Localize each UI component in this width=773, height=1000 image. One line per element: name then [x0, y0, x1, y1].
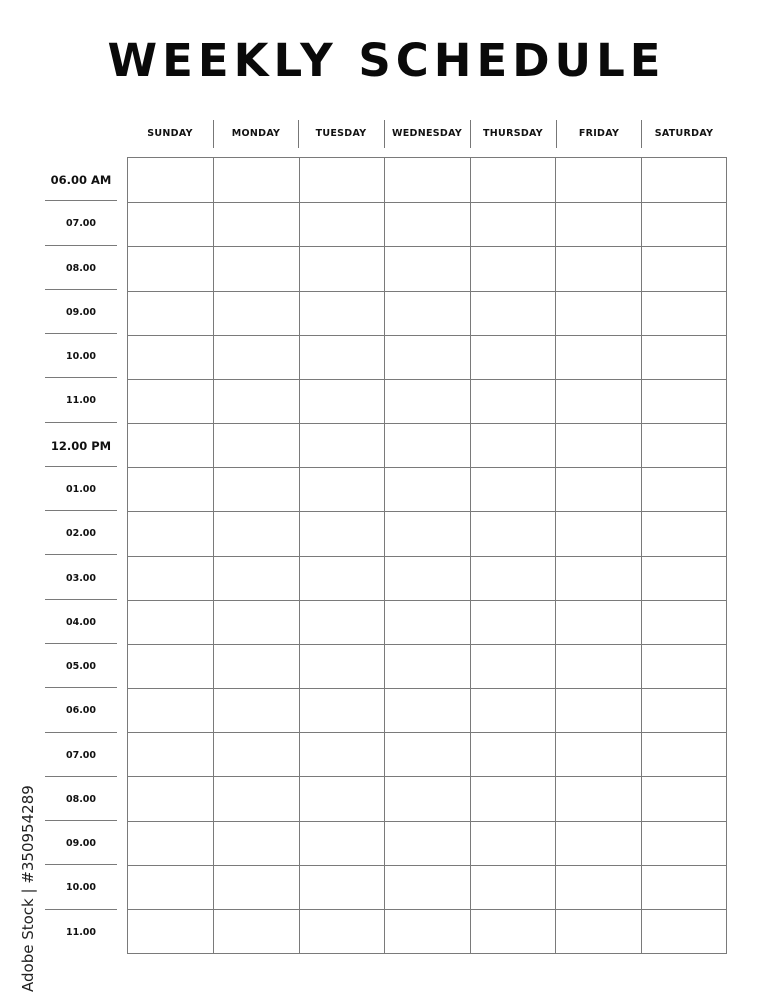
schedule-cell[interactable]	[470, 246, 555, 290]
day-header-sunday: SUNDAY	[147, 128, 193, 139]
schedule-cell[interactable]	[384, 732, 469, 776]
schedule-cell[interactable]	[299, 379, 384, 423]
schedule-cell[interactable]	[384, 467, 469, 511]
schedule-cell[interactable]	[384, 776, 469, 820]
schedule-cell[interactable]	[641, 511, 726, 555]
time-label: 04.00	[65, 616, 97, 628]
schedule-cell[interactable]	[555, 732, 640, 776]
schedule-cell[interactable]	[128, 202, 213, 246]
schedule-cell[interactable]	[213, 644, 298, 688]
schedule-cell[interactable]	[384, 291, 469, 335]
time-label: 11.00	[65, 926, 97, 938]
schedule-cell[interactable]	[555, 379, 640, 423]
schedule-cell[interactable]	[641, 688, 726, 732]
schedule-cell[interactable]	[128, 600, 213, 644]
schedule-cell[interactable]	[213, 821, 298, 865]
schedule-cell[interactable]	[470, 158, 555, 202]
schedule-cell[interactable]	[641, 379, 726, 423]
schedule-cell[interactable]	[641, 467, 726, 511]
schedule-cell[interactable]	[128, 776, 213, 820]
schedule-cell[interactable]	[128, 865, 213, 909]
day-header-tuesday: TUESDAY	[315, 128, 367, 139]
schedule-cell[interactable]	[470, 821, 555, 865]
time-row	[45, 600, 117, 644]
schedule-cell[interactable]	[384, 600, 469, 644]
schedule-cell[interactable]	[555, 644, 640, 688]
time-row	[45, 910, 117, 954]
schedule-cell[interactable]	[384, 158, 469, 202]
schedule-cell[interactable]	[299, 291, 384, 335]
schedule-cell[interactable]	[213, 909, 298, 953]
schedule-cell[interactable]	[299, 335, 384, 379]
schedule-cell[interactable]	[384, 865, 469, 909]
schedule-cell[interactable]	[384, 909, 469, 953]
time-row	[45, 467, 117, 511]
schedule-cell[interactable]	[641, 423, 726, 467]
schedule-cell[interactable]	[384, 246, 469, 290]
time-row	[45, 201, 117, 245]
schedule-cell[interactable]	[555, 423, 640, 467]
schedule-cell[interactable]	[213, 246, 298, 290]
schedule-cell[interactable]	[384, 335, 469, 379]
schedule-cell[interactable]	[641, 335, 726, 379]
schedule-cell[interactable]	[128, 423, 213, 467]
schedule-cell[interactable]	[128, 821, 213, 865]
schedule-cell[interactable]	[128, 291, 213, 335]
schedule-cell[interactable]	[555, 909, 640, 953]
schedule-cell[interactable]	[641, 732, 726, 776]
time-row	[45, 423, 117, 467]
schedule-cell[interactable]	[384, 379, 469, 423]
schedule-cell[interactable]	[641, 776, 726, 820]
page-title: WEEKLY SCHEDULE	[107, 34, 666, 87]
schedule-cell[interactable]	[213, 379, 298, 423]
schedule-cell[interactable]	[641, 865, 726, 909]
schedule-cell[interactable]	[128, 335, 213, 379]
schedule-cell[interactable]	[299, 644, 384, 688]
time-row	[45, 290, 117, 334]
schedule-cell[interactable]	[384, 511, 469, 555]
schedule-cell[interactable]	[641, 644, 726, 688]
schedule-cell[interactable]	[128, 467, 213, 511]
day-header-row	[127, 120, 727, 148]
schedule-cell[interactable]	[384, 423, 469, 467]
time-label: 08.00	[65, 793, 97, 805]
time-row	[45, 688, 117, 732]
schedule-cell[interactable]	[384, 821, 469, 865]
schedule-cell[interactable]	[213, 688, 298, 732]
schedule-cell[interactable]	[128, 379, 213, 423]
schedule-cell[interactable]	[470, 644, 555, 688]
schedule-cell[interactable]	[470, 423, 555, 467]
time-row	[45, 865, 117, 909]
schedule-cell[interactable]	[555, 467, 640, 511]
schedule-cell[interactable]	[299, 511, 384, 555]
schedule-cell[interactable]	[470, 335, 555, 379]
time-label: 05.00	[65, 661, 97, 673]
schedule-cell[interactable]	[213, 423, 298, 467]
schedule-cell[interactable]	[213, 865, 298, 909]
schedule-cell[interactable]	[470, 556, 555, 600]
time-label: 09.00	[65, 306, 97, 318]
schedule-cell[interactable]	[555, 246, 640, 290]
schedule-cell[interactable]	[299, 202, 384, 246]
schedule-cell[interactable]	[641, 158, 726, 202]
schedule-cell[interactable]	[470, 865, 555, 909]
time-row	[45, 511, 117, 555]
schedule-cell[interactable]	[555, 688, 640, 732]
time-row	[45, 644, 117, 688]
schedule-cell[interactable]	[555, 335, 640, 379]
schedule-cell[interactable]	[213, 732, 298, 776]
schedule-cell[interactable]	[641, 202, 726, 246]
time-row	[45, 821, 117, 865]
schedule-cell[interactable]	[555, 511, 640, 555]
time-label: 06.00	[65, 705, 97, 717]
schedule-cell[interactable]	[384, 556, 469, 600]
schedule-cell[interactable]	[470, 688, 555, 732]
schedule-cell[interactable]	[641, 291, 726, 335]
schedule-cell[interactable]	[299, 865, 384, 909]
schedule-cell[interactable]	[299, 776, 384, 820]
time-column	[45, 157, 117, 954]
schedule-cell[interactable]	[213, 335, 298, 379]
schedule-grid	[127, 157, 727, 954]
schedule-cell[interactable]	[213, 511, 298, 555]
schedule-cell[interactable]	[555, 865, 640, 909]
schedule-cell[interactable]	[470, 776, 555, 820]
time-label: 06.00 AM	[50, 173, 112, 187]
schedule-cell[interactable]	[384, 644, 469, 688]
time-label: 03.00	[65, 572, 97, 584]
time-label: 08.00	[65, 262, 97, 274]
time-label: 01.00	[65, 483, 97, 495]
time-row	[45, 157, 117, 201]
day-header-monday: MONDAY	[231, 128, 281, 139]
schedule-cell[interactable]	[555, 202, 640, 246]
schedule-cell[interactable]	[555, 821, 640, 865]
schedule-cell[interactable]	[470, 467, 555, 511]
schedule-cell[interactable]	[128, 246, 213, 290]
schedule-cell[interactable]	[470, 909, 555, 953]
schedule-cell[interactable]	[384, 202, 469, 246]
time-label: 10.00	[65, 351, 97, 363]
schedule-cell[interactable]	[213, 556, 298, 600]
schedule-cell[interactable]	[299, 467, 384, 511]
schedule-cell[interactable]	[213, 158, 298, 202]
schedule-cell[interactable]	[128, 644, 213, 688]
schedule-cell[interactable]	[128, 909, 213, 953]
schedule-cell[interactable]	[555, 291, 640, 335]
time-label: 02.00	[65, 528, 97, 540]
schedule-cell[interactable]	[128, 688, 213, 732]
schedule-cell[interactable]	[128, 511, 213, 555]
schedule-cell[interactable]	[128, 556, 213, 600]
schedule-cell[interactable]	[470, 202, 555, 246]
time-label: 07.00	[65, 218, 97, 230]
schedule-cell[interactable]	[299, 423, 384, 467]
schedule-cell[interactable]	[299, 158, 384, 202]
schedule-cell[interactable]	[641, 600, 726, 644]
schedule-cell[interactable]	[299, 246, 384, 290]
time-row	[45, 733, 117, 777]
schedule-cell[interactable]	[555, 776, 640, 820]
schedule-cell[interactable]	[641, 821, 726, 865]
schedule-cell[interactable]	[555, 600, 640, 644]
schedule-cell[interactable]	[470, 600, 555, 644]
schedule-cell[interactable]	[555, 158, 640, 202]
time-label: 10.00	[65, 882, 97, 894]
time-row	[45, 378, 117, 422]
schedule-cell[interactable]	[299, 909, 384, 953]
schedule-cell[interactable]	[641, 246, 726, 290]
schedule-cell[interactable]	[470, 379, 555, 423]
schedule-cell[interactable]	[128, 732, 213, 776]
schedule-cell[interactable]	[299, 732, 384, 776]
day-header-friday: FRIDAY	[578, 128, 620, 139]
time-row	[45, 556, 117, 600]
schedule-cell[interactable]	[213, 467, 298, 511]
schedule-cell[interactable]	[213, 202, 298, 246]
schedule-cell[interactable]	[299, 600, 384, 644]
day-header-wednesday: WEDNESDAY	[391, 128, 463, 139]
schedule-cell[interactable]	[213, 776, 298, 820]
schedule-cell[interactable]	[213, 291, 298, 335]
time-row	[45, 334, 117, 378]
schedule-cell[interactable]	[299, 556, 384, 600]
schedule-cell[interactable]	[384, 688, 469, 732]
stock-id-text: Adobe Stock | #350954289	[19, 785, 37, 992]
time-label: 09.00	[65, 838, 97, 850]
schedule-cell[interactable]	[299, 688, 384, 732]
schedule-cell[interactable]	[128, 158, 213, 202]
schedule-cell[interactable]	[470, 511, 555, 555]
time-row	[45, 777, 117, 821]
schedule-cell[interactable]	[641, 909, 726, 953]
time-label: 11.00	[65, 395, 97, 407]
day-header-saturday: SATURDAY	[654, 128, 714, 139]
schedule-cell[interactable]	[470, 291, 555, 335]
schedule-cell[interactable]	[555, 556, 640, 600]
schedule-cell[interactable]	[299, 821, 384, 865]
schedule-cell[interactable]	[641, 556, 726, 600]
schedule-cell[interactable]	[213, 600, 298, 644]
time-label: 12.00 PM	[50, 438, 112, 453]
schedule-cell[interactable]	[470, 732, 555, 776]
time-label: 07.00	[65, 749, 97, 761]
time-row	[45, 246, 117, 290]
day-header-thursday: THURSDAY	[483, 128, 543, 139]
